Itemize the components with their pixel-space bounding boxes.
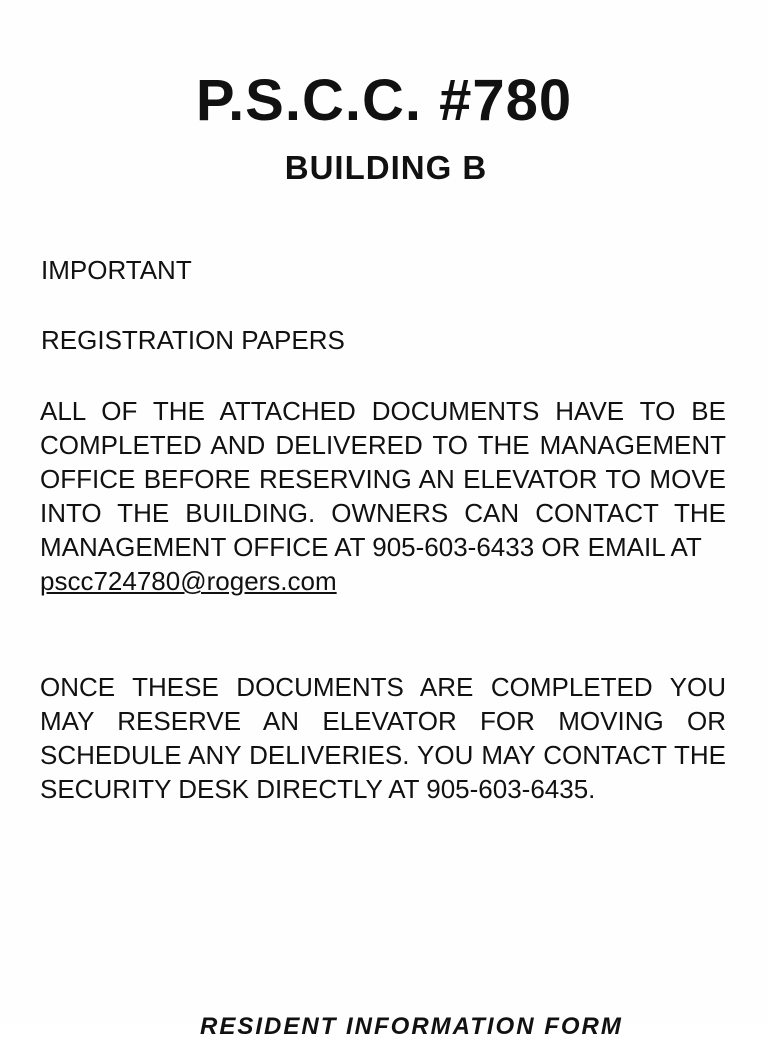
management-email-link[interactable]: pscc724780@rogers.com <box>40 566 337 596</box>
reservation-paragraph: ONCE THESE DOCUMENTS ARE COMPLETED YOU MAY RESERVE AN ELEVATOR FOR MOVING OR SCHEDULE ANY DELIVERIES. YOU MAY CONTACT THE SECURITY DESK DIRECTLY AT 905-603-6435. <box>40 672 726 804</box>
building-subtitle: BUILDING B <box>284 149 488 186</box>
registration-papers-label: REGISTRATION PAPERS <box>41 325 345 355</box>
next-page-heading-partial: RESIDENT INFORMATION FORM <box>200 1013 623 1040</box>
instructions-text: ALL OF THE ATTACHED DOCUMENTS HAVE TO BE COMPLETED AND DELIVERED TO THE MANAGEMENT OFFICE BEFORE RESERVING AN ELEVATOR TO MOVE INTO THE BUILDING. OWNERS CAN CONTACT THE MANAGEMENT OFFICE AT 905-603-6433 OR EMAIL AT <box>40 396 726 562</box>
instructions-paragraph <box>40 394 726 598</box>
page-title: P.S.C.C. #780 <box>195 68 573 133</box>
important-label: IMPORTANT <box>41 255 192 285</box>
